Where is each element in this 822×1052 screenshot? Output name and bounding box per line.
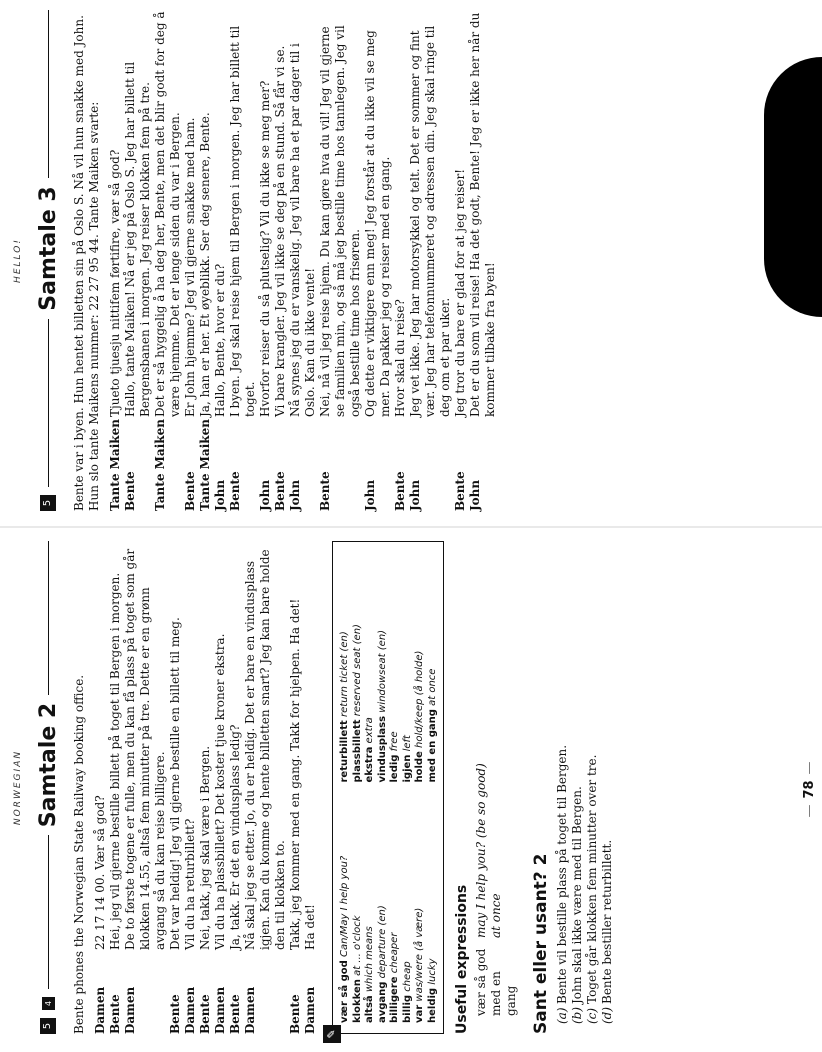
heading-rule [48, 541, 49, 695]
vocab-meaning: extra [364, 717, 375, 744]
vocab-meaning: departure (en) [376, 905, 388, 979]
line-text: Det var heldig! Jeg vil gjerne bestille en billett til meg. [168, 617, 182, 950]
speaker: John [363, 479, 377, 511]
quiz-text: Toget går klokken fem minutter over tre. [585, 754, 599, 1004]
vocab-term: altså [364, 995, 375, 1023]
dialogue-line [453, 10, 468, 511]
line-text: Ja, takk. Er det en vindusplass ledig? [228, 724, 242, 950]
quiz-heading: Sant eller usant? 2 [531, 853, 551, 1034]
vocab-entry [427, 791, 440, 1024]
quiz-item [570, 541, 585, 1034]
vocab-meaning: at ... o'clock [351, 915, 363, 976]
dialogue-2 [93, 541, 318, 1034]
vocab-term: ekstra [364, 746, 375, 783]
vocab-entry [352, 791, 365, 1024]
line-text: Nå synes jeg du er vanskelig. Jeg vil bare ha et par dager til i Oslo. Kan du ikke vente! [288, 43, 317, 417]
quiz-text: Bente bestiller returbillett. [600, 839, 614, 1004]
line-text: Hvorfor reiser du så plutselig? Vil du ikke se meg mer? [258, 80, 272, 417]
speaker: Bente [183, 471, 197, 511]
quiz-item [600, 541, 615, 1034]
line-text: Hei, jeg vil gjerne bestille billett på toget til Bergen i morgen. [108, 572, 122, 950]
samtale-3-heading [26, 10, 70, 511]
heading-rule [48, 835, 49, 989]
line-text: Ha det! [303, 904, 317, 950]
dialogue-line [183, 10, 198, 511]
dialogue-line [393, 10, 408, 511]
dialogue-line [228, 10, 258, 511]
speaker: Bente [393, 471, 407, 511]
vocab-meaning: Can/May I help you? [339, 855, 350, 958]
quiz-item [585, 541, 600, 1034]
line-text: Jeg tror du bare er glad for at jeg reiser! [453, 168, 467, 417]
vocab-meaning: hold/keep (å holde) [414, 650, 425, 748]
vocab-entry [364, 550, 377, 783]
speaker: Tante Maiken [198, 419, 212, 511]
speaker: Tante Maiken [108, 419, 122, 511]
useful-expressions-heading: Useful expressions [454, 884, 470, 1034]
vocab-meaning: left [401, 735, 413, 752]
line-text: Nei, nå vil jeg reise hjem. Du kan gjøre hva du vil! Jeg vil gjerne se familien min, og så må jeg bestille time hos tannlegen. Jeg vil også bestille time hos frisøren. [318, 25, 362, 417]
speaker: Bente [228, 994, 242, 1034]
speaker: Bente [453, 471, 467, 511]
vocab-term: holde [414, 751, 425, 783]
line-text: Det er så hyggelig å ha deg her, Bente, men det blir godt for deg å være hjemme. Det er lenge siden du var i Bergen. [153, 11, 182, 417]
vocab-entry [414, 550, 427, 783]
vocab-meaning: which means [364, 926, 375, 993]
speaker: John [408, 479, 422, 511]
speaker: John [288, 479, 302, 511]
expression-row [474, 541, 489, 1034]
speaker: Bente [228, 471, 242, 511]
dialogue-line [183, 541, 198, 1034]
heading-rule [48, 10, 49, 178]
speaker: Tante Maiken [153, 419, 167, 511]
running-head-right: HELLO! [13, 238, 23, 283]
line-text: 22 17 14 00. Vær så god? [93, 795, 107, 950]
quiz-item [555, 541, 570, 1034]
quiz-text: John skal ikke være med til Bergen. [570, 786, 584, 1004]
dialogue-intro: Bente phones the Norwegian State Railway booking office. [72, 674, 86, 1034]
speaker: Bente [108, 994, 122, 1034]
section-title: Samtale 3 [35, 186, 61, 311]
dialogue-intro: Bente var i byen. Hun hentet billetten sin på Oslo S. Nå vil hun snakke med John. Hun slo tante Maikens nummer: 22 27 95 44. Tante Maiken svarte: [72, 15, 101, 511]
expression-term: vær så god [474, 948, 488, 1016]
vocab-meaning: cheaper [389, 932, 400, 974]
expression-row [489, 541, 519, 1034]
vocab-meaning: reserved seat (en) [351, 624, 363, 717]
dialogue-line [108, 10, 123, 511]
vocab-entry [377, 550, 390, 783]
vocab-meaning: free [389, 731, 400, 752]
dialogue-line [213, 10, 228, 511]
vocab-entry [427, 550, 440, 783]
page-79 [0, 0, 822, 525]
scan-thumb-shadow [764, 57, 822, 317]
expression-term: med en gang [489, 971, 518, 1016]
line-text: Hallo, Bente, hvor er du? [213, 263, 227, 417]
quiz-label: (d) [600, 1006, 614, 1024]
folio-dash: — [802, 761, 817, 775]
vocab-term: plassbillett [351, 719, 363, 783]
quiz-label: (c) [585, 1007, 599, 1024]
cassette-icon: 4 [42, 997, 55, 1010]
speaker: Bente [168, 994, 182, 1034]
line-text: Nei, takk, jeg skal være i Bergen. [198, 745, 212, 950]
line-text: Og dette er viktigere enn meg! Jeg forstår at du ikke vil se meg mer. Da pakker jeg og reiser med en gang. [363, 30, 392, 417]
vocabulary-box [325, 541, 444, 1039]
dialogue-line [258, 10, 273, 511]
vocab-term: returbillett [339, 720, 350, 783]
line-text: Det er du som vil reise! Ha det godt, Bente! Jeg er ikke her når du kommer tilbake fra byen! [468, 12, 497, 417]
line-text: Ja, han er her. Et øyeblikk. Ser deg senere, Bente. [198, 112, 212, 417]
speaker: Bente [198, 994, 212, 1034]
quiz-label: (b) [570, 1006, 584, 1024]
line-text: Hallo, tante Maiken! Nå er jeg på Oslo S. Jeg har billett til Bergensbanen i morgen. Jeg reiser klokken fem på tre. [123, 61, 152, 417]
vocab-meaning: lucky [426, 958, 438, 985]
dialogue-line [363, 10, 393, 511]
dialogue-line [93, 541, 108, 1034]
vocab-term: var [414, 1004, 425, 1023]
quiz-label: (a) [555, 1007, 569, 1024]
vocab-entry [364, 791, 377, 1024]
dialogue-line [123, 10, 153, 511]
speaker: Damen [303, 986, 317, 1034]
folio-dash: — [802, 804, 817, 818]
dialogue-line [318, 10, 363, 511]
speaker: Bente [123, 471, 137, 511]
pencil-icon: ✎ [323, 1025, 341, 1043]
vocab-entry [414, 791, 427, 1024]
line-text: De to første togene er fulle, men du kan få plass på toget som går klokken 14.55, altså fem minutter på tre. Dette er en grønn avgang så du kan reise billigere. [123, 548, 167, 950]
dialogue-3 [108, 10, 498, 511]
dialogue-line [273, 10, 288, 511]
heading-rule [48, 319, 49, 487]
speaker: Damen [183, 986, 197, 1034]
expression-translation: at once [489, 893, 503, 938]
vocab-entry [339, 550, 352, 783]
dialogue-line [303, 541, 318, 1034]
vocab-term: ledig [389, 754, 400, 783]
dialogue-line [228, 541, 243, 1034]
section-title: Samtale 2 [35, 702, 61, 828]
vocab-term: klokken [351, 979, 363, 1023]
vocab-entry [402, 791, 415, 1024]
vocabulary-column [339, 550, 439, 783]
line-text: I byen. Jeg skal reise hjem til Bergen i morgen. Jeg har billett til toget. [228, 25, 257, 417]
vocab-entry [352, 550, 365, 783]
audio-track-icon: 5 [40, 1018, 56, 1034]
running-head-left: NORWEGIAN [13, 749, 23, 826]
vocab-term: avgang [376, 981, 388, 1023]
speaker: John [258, 479, 272, 511]
samtale-2-heading [26, 541, 70, 1034]
dialogue-line [198, 10, 213, 511]
dialogue-line [168, 541, 183, 1034]
page-number-left [802, 527, 822, 1052]
speaker: Bente [318, 471, 332, 511]
vocab-term: billig [401, 994, 413, 1023]
line-text: Vil du ha plassbillett? Det koster tjue kroner ekstra. [213, 633, 227, 950]
dialogue-line [123, 541, 168, 1034]
vocab-entry [339, 791, 352, 1024]
vocab-meaning: windowseat (en) [376, 629, 388, 713]
vocab-entry [377, 791, 390, 1024]
dialogue-line [108, 541, 123, 1034]
expression-translation: may I help you? (be so good) [474, 763, 488, 938]
speaker: Damen [93, 986, 107, 1034]
dialogue-line [198, 541, 213, 1034]
quiz-text: Bente vil bestille plass på toget til Bergen. [555, 744, 569, 1004]
vocab-term: vindusplass [376, 715, 388, 783]
vocab-meaning: cheap [401, 961, 413, 992]
line-text: Hvor skal du reise? [393, 299, 407, 417]
vocab-term: igjen [401, 754, 413, 783]
line-text: Nå skal jeg se etter. Jo, du er heldig. Det er bare en vindusplass igjen. Kan du komme og hente billetten snart? Jeg kan bare holde den til klokken to. [243, 549, 287, 950]
speaker: Bente [273, 471, 287, 511]
line-text: Tjueto tjuesju nittifem førtifire, vær så god? [108, 149, 122, 417]
line-text: Jeg vet ikke. Jeg har motorsykkel og telt. Det er sommer og fint vær. Jeg har telefonnummeret og adressen din. Jeg skal ringe til deg om et par uker. [408, 25, 452, 417]
book-spine [0, 526, 822, 528]
audio-track-icon: 5 [40, 495, 56, 511]
dialogue-line [243, 541, 288, 1034]
dialogue-line [408, 10, 453, 511]
vocab-term: vær så god [339, 960, 350, 1023]
vocabulary-column [339, 791, 439, 1024]
vocab-entry [389, 791, 402, 1024]
vocab-meaning: return ticket (en) [339, 631, 350, 717]
dialogue-line [213, 541, 228, 1034]
dialogue-line [468, 10, 498, 511]
vocab-entry [389, 550, 402, 783]
vocab-meaning: at once [426, 668, 438, 706]
page-number: 78 [802, 780, 817, 799]
line-text: Vi bare krangler. Jeg vil ikke se deg på en stund. Så får vi se. [273, 45, 287, 417]
dialogue-line [153, 10, 183, 511]
line-text: Vil du ha returbillett? [183, 818, 197, 950]
speaker: Damen [123, 986, 137, 1034]
speaker: Damen [213, 986, 227, 1034]
speaker: Bente [288, 994, 302, 1034]
vocab-entry [402, 550, 415, 783]
dialogue-line [288, 541, 303, 1034]
vocab-meaning: was/were (å være) [414, 907, 425, 1002]
speaker: Damen [243, 986, 257, 1034]
vocab-term: heldig [426, 987, 438, 1023]
speaker: John [213, 479, 227, 511]
page-78 [0, 527, 822, 1052]
vocab-term: med en gang [426, 709, 438, 783]
dialogue-line [288, 10, 318, 511]
line-text: Er John hjemme? Jeg vil gjerne snakke med ham. [183, 117, 197, 417]
vocab-term: billigere [389, 976, 400, 1023]
line-text: Takk, jeg kommer med en gang. Takk for hjelpen. Ha det! [288, 598, 302, 950]
speaker: John [468, 479, 482, 511]
